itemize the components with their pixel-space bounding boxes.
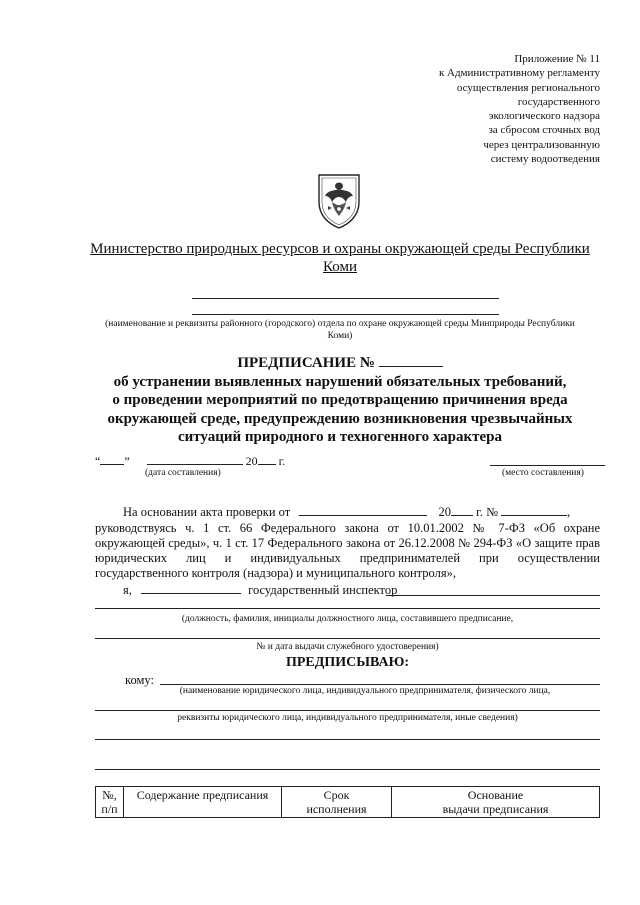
- entity-details-caption: реквизиты юридического лица, индивидуального предпринимателя, иные сведения): [177, 713, 518, 723]
- annex-line: экологического надзора: [488, 110, 600, 123]
- place-caption: (место составления): [502, 468, 584, 478]
- recipient-label: кому:: [125, 673, 154, 687]
- annex-line: за сбросом сточных вод: [488, 124, 600, 137]
- official-caption: (должность, фамилия, инициалы должностного лица, составившего предписание,: [181, 614, 514, 624]
- official-blank-line: [95, 608, 600, 609]
- inspector-line: [123, 582, 397, 598]
- certificate-blank-line: [95, 638, 600, 639]
- recipient-blank-line: [160, 684, 600, 685]
- dept-caption: (наименование и реквизиты районного (городского) отдела по охране окружающей среды Минприроды Республики Коми): [105, 319, 575, 341]
- annex-line: к Административному регламенту: [438, 67, 600, 80]
- annex-line: Приложение № 11: [514, 53, 600, 65]
- title-main: ПРЕДПИСАНИЕ №: [237, 355, 375, 371]
- header-text: Срок: [323, 788, 350, 802]
- legal-basis-text: руководствуясь ч. 1 ст. 66 Федерального закона от 10.01.2002 № 7-ФЗ «Об охране окружающей среды», ч. 1 ст. 17 Федерального закона от 26.12.2008 № 294-ФЗ «О защите прав юридических лиц и индивидуальных предпринимателей при осуществлении государственного контроля (надзора) и муниципального контроля»,: [95, 521, 600, 580]
- act-number-blank: [501, 504, 567, 516]
- basis-prefix: На основании акта проверки от: [123, 505, 291, 519]
- month-blank: [147, 453, 243, 465]
- document-title: [95, 352, 585, 447]
- quote-close: ”: [124, 454, 130, 468]
- date-field: [95, 453, 285, 469]
- inspector-blank-line: [386, 595, 600, 596]
- orders-heading: ПРЕДПИСЫВАЮ:: [285, 655, 410, 670]
- act-year-blank: [451, 504, 473, 516]
- annex-line: государственного: [517, 95, 600, 108]
- table-header-cell: [124, 787, 282, 818]
- header-text: Основание: [467, 788, 524, 802]
- blank-line: [95, 769, 600, 770]
- number-blank: [379, 352, 443, 367]
- header-text: №,: [102, 788, 117, 802]
- quote-open: “: [95, 454, 101, 468]
- annex-line: осуществления регионального: [456, 81, 600, 94]
- title-line: об устранении выявленных нарушений обязательных требований,: [113, 373, 567, 390]
- annex-line: через централизованную: [483, 138, 600, 151]
- entity-caption: (наименование юридического лица, индивидуального предпринимателя, физического лица,: [179, 686, 551, 696]
- blank-line: [95, 739, 600, 740]
- annex-note: [380, 52, 600, 166]
- table-header-cell: [96, 787, 124, 818]
- inspection-act-line: [123, 504, 570, 520]
- title-line: ситуаций природного и техногенного характера: [177, 429, 503, 445]
- inspector-prefix: я,: [123, 583, 132, 597]
- entity-blank-line: [95, 710, 600, 711]
- year-prefix: 20: [245, 454, 258, 468]
- certificate-caption: № и дата выдачи служебного удостоверения): [256, 642, 439, 652]
- dept-blank-line: [192, 298, 499, 299]
- table-header-row: [96, 787, 600, 818]
- orders-table: [95, 786, 600, 818]
- basis-comma: ,: [567, 505, 571, 519]
- header-text: выдачи предписания: [442, 802, 549, 816]
- coat-of-arms-icon: [314, 172, 364, 230]
- title-line: о проведении мероприятий по предотвращению причинения вреда: [112, 392, 568, 408]
- year-suffix: г.: [278, 454, 286, 468]
- table-header-cell: [392, 787, 600, 818]
- header-text: п/п: [101, 802, 118, 816]
- act-year-prefix: 20: [438, 505, 451, 519]
- day-blank: [100, 453, 124, 465]
- inspector-name-blank: [141, 582, 241, 594]
- annex-line: систему водоотведения: [490, 153, 600, 166]
- header-text: Содержание предписания: [136, 788, 269, 802]
- place-blank-line: [490, 465, 605, 466]
- ministry-name: Министерство природных ресурсов и охраны окружающей среды Республики Коми: [90, 241, 590, 275]
- year-blank: [258, 453, 276, 465]
- inspector-suffix: государственный инспектор: [248, 583, 398, 597]
- dept-blank-line: [192, 314, 499, 315]
- table-header-cell: [282, 787, 392, 818]
- date-caption: (дата составления): [145, 468, 221, 478]
- header-text: исполнения: [306, 802, 367, 816]
- act-date-blank: [299, 504, 427, 516]
- act-number-label: г. №: [476, 505, 499, 519]
- title-line: окружающей среде, предупреждению возникновения чрезвычайных: [107, 410, 573, 427]
